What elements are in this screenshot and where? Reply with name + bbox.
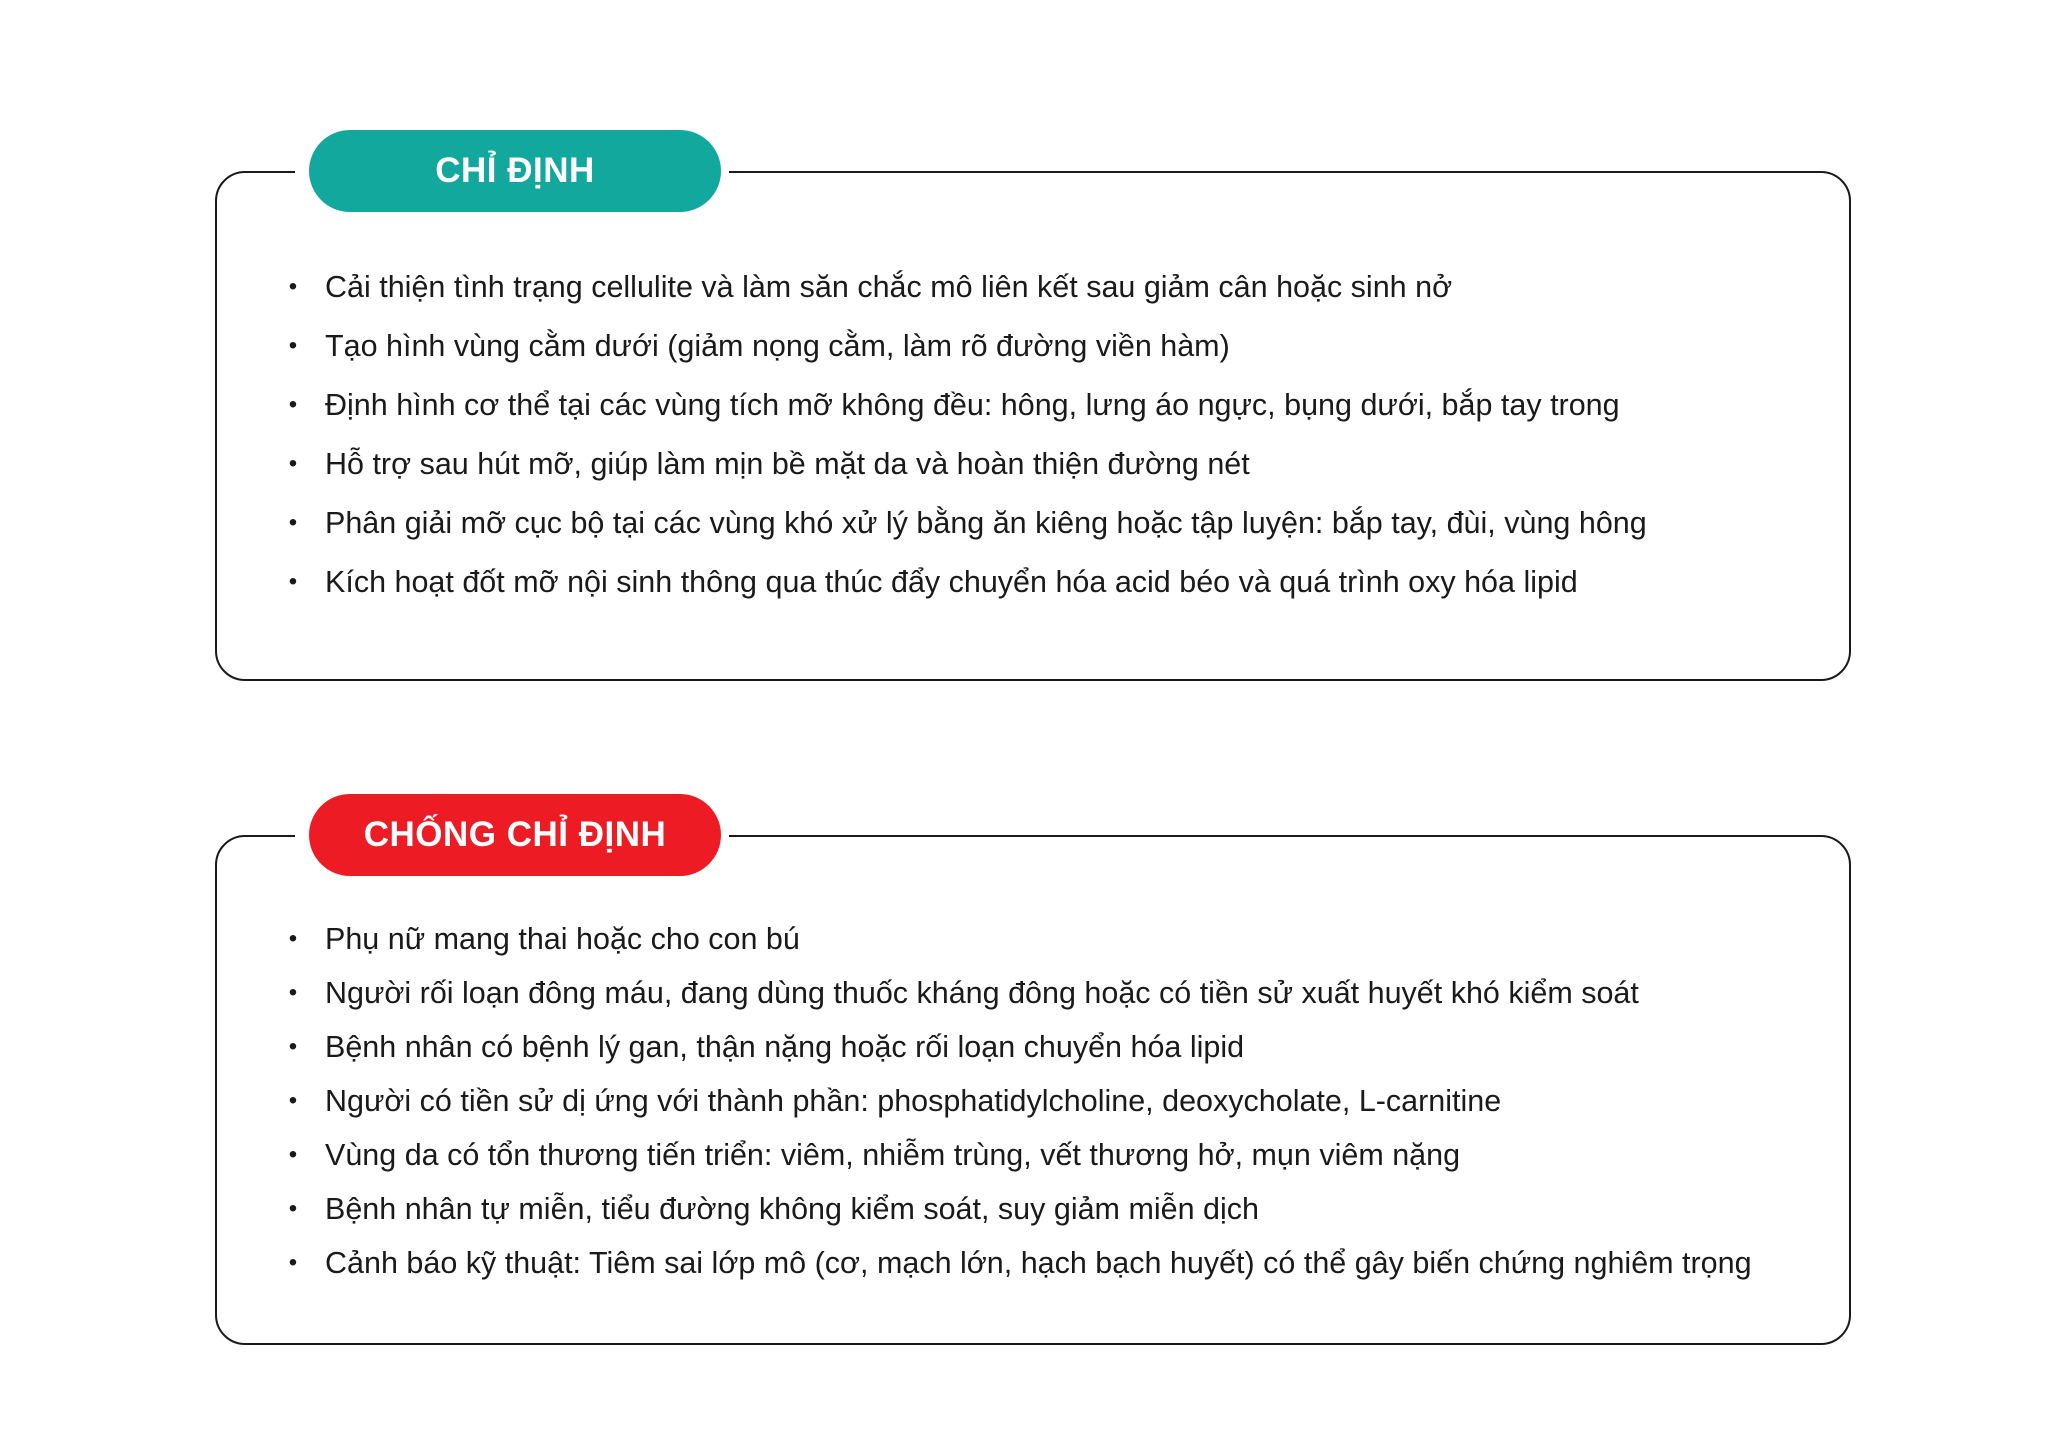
bullet: •: [288, 925, 298, 952]
bullet: •: [288, 979, 298, 1006]
list-item-text: Người rối loạn đông máu, đang dùng thuốc kháng đông hoặc có tiền sử xuất huyết khó kiểm soát: [325, 976, 1639, 1010]
bullet: •: [288, 1195, 298, 1222]
indications-panel: [215, 151, 1851, 681]
list-item-text: Cải thiện tình trạng cellulite và làm săn chắc mô liên kết sau giảm cân hoặc sinh nở: [325, 270, 1453, 304]
indications-title: CHỈ ĐỊNH: [435, 151, 595, 190]
bullet: •: [288, 568, 298, 595]
list-item-text: Phụ nữ mang thai hoặc cho con bú: [325, 922, 800, 956]
bullet: •: [288, 1141, 298, 1168]
list-item-text: Bệnh nhân tự miễn, tiểu đường không kiểm soát, suy giảm miễn dịch: [325, 1192, 1259, 1226]
list-item-text: Phân giải mỡ cục bộ tại các vùng khó xử lý bằng ăn kiêng hoặc tập luyện: bắp tay, đùi, vùng hông: [325, 506, 1647, 540]
list-item: [217, 1029, 1849, 1065]
contraindications-panel: [215, 815, 1851, 1345]
bullet: •: [288, 450, 298, 477]
list-item-text: Người có tiền sử dị ứng với thành phần: phosphatidylcholine, deoxycholate, L-carnitine: [325, 1084, 1502, 1118]
list-item: [217, 387, 1849, 423]
contraindications-title: CHỐNG CHỈ ĐỊNH: [363, 815, 667, 854]
list-item: [217, 269, 1849, 305]
bullet: •: [288, 1033, 298, 1060]
bullet: •: [288, 509, 298, 536]
list-item-text: Cảnh báo kỹ thuật: Tiêm sai lớp mô (cơ, mạch lớn, hạch bạch huyết) có thể gây biến chứng nghiêm trọng: [325, 1246, 1752, 1280]
list-item-text: Định hình cơ thể tại các vùng tích mỡ không đều: hông, lưng áo ngực, bụng dưới, bắp tay trong: [325, 388, 1620, 422]
list-item: [217, 505, 1849, 541]
contraindications-list: [217, 921, 1849, 1299]
list-item-text: Vùng da có tổn thương tiến triển: viêm, nhiễm trùng, vết thương hở, mụn viêm nặng: [325, 1138, 1461, 1172]
list-item-text: Kích hoạt đốt mỡ nội sinh thông qua thúc đẩy chuyển hóa acid béo và quá trình oxy hóa lipid: [325, 565, 1578, 599]
list-item: [217, 921, 1849, 957]
list-item: [217, 1191, 1849, 1227]
bullet: •: [288, 1249, 298, 1276]
list-item-text: Tạo hình vùng cằm dưới (giảm nọng cằm, làm rõ đường viền hàm): [325, 329, 1230, 363]
list-item: [217, 1245, 1849, 1281]
bullet: •: [288, 273, 298, 300]
list-item: [217, 1137, 1849, 1173]
bullet: •: [288, 332, 298, 359]
indications-title-pill: [309, 130, 721, 212]
list-item: [217, 564, 1849, 600]
list-item: [217, 446, 1849, 482]
list-item: [217, 328, 1849, 364]
bullet: •: [288, 391, 298, 418]
list-item-text: Bệnh nhân có bệnh lý gan, thận nặng hoặc rối loạn chuyển hóa lipid: [325, 1030, 1245, 1064]
list-item: [217, 1083, 1849, 1119]
list-item: [217, 975, 1849, 1011]
bullet: •: [288, 1087, 298, 1114]
list-item-text: Hỗ trợ sau hút mỡ, giúp làm mịn bề mặt da và hoàn thiện đường nét: [325, 447, 1250, 481]
indications-list: [217, 269, 1849, 623]
contraindications-title-pill: [309, 794, 721, 876]
